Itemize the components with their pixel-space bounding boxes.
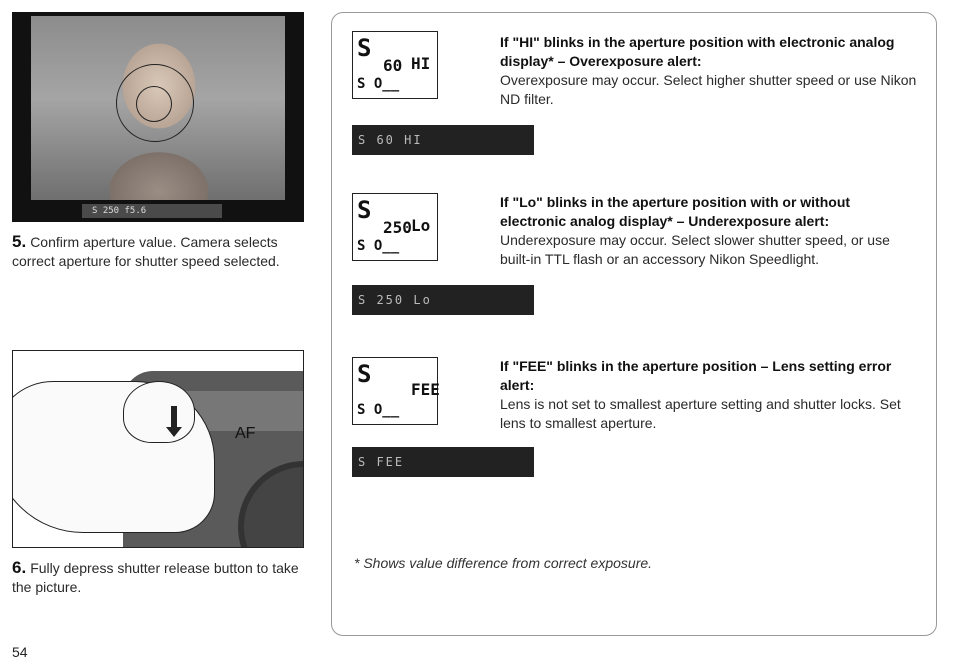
- viewfinder-readout: S 250 f5.6: [82, 204, 222, 218]
- lcd-mode: S: [357, 196, 370, 224]
- alert-fee-body: Lens is not set to smallest aperture setting and shutter locks. Set lens to smallest aperture.: [500, 396, 901, 431]
- alert-fee-heading: If "FEE" blinks in the aperture position – Lens setting error alert:: [500, 358, 892, 393]
- viewfinder-strip-lo: S 250 Lo: [352, 285, 534, 315]
- lcd-panel-fee: [352, 357, 438, 425]
- lcd-panel-lo: [352, 193, 438, 261]
- press-arrow-head-icon: [166, 427, 182, 437]
- footnote: * Shows value difference from correct exposure.: [354, 555, 653, 571]
- step-6-text: Fully depress shutter release button to take the picture.: [12, 560, 299, 595]
- lcd-bottom: S O__: [357, 238, 400, 254]
- alert-hi: [500, 33, 920, 109]
- viewfinder-photo: [12, 12, 304, 222]
- lcd-panel-hi: [352, 31, 438, 99]
- step-6-number: 6.: [12, 558, 27, 577]
- page-number: 54: [12, 644, 28, 660]
- step-5: [12, 232, 302, 271]
- af-label: AF: [235, 425, 256, 442]
- finger-illustration: [123, 381, 195, 443]
- alert-lo-body: Underexposure may occur. Select slower shutter speed, or use built-in TTL flash or an accessory Nikon Speedlight.: [500, 232, 890, 267]
- step-5-number: 5.: [12, 232, 27, 251]
- lcd-aperture: Lo: [411, 216, 431, 235]
- lcd-aperture: FEE: [411, 380, 440, 399]
- lcd-bottom: S O__: [357, 76, 400, 92]
- lcd-mode: S: [357, 34, 370, 62]
- alert-hi-heading: If "HI" blinks in the aperture position with electronic analog display* – Overexposure alert:: [500, 34, 895, 69]
- viewfinder-strip-hi: S 60 HI: [352, 125, 534, 155]
- lcd-aperture: HI: [411, 54, 431, 73]
- shutter-photo: [12, 350, 304, 548]
- alert-hi-body: Overexposure may occur. Select higher shutter speed or use Nikon ND filter.: [500, 72, 917, 107]
- alert-fee: [500, 357, 920, 433]
- lcd-shutter: 60: [383, 56, 403, 75]
- alert-lo: [500, 193, 920, 269]
- lcd-shutter: 250: [383, 218, 412, 237]
- viewfinder-strip-fee: S FEE: [352, 447, 534, 477]
- exposure-alert-panel: [331, 12, 937, 636]
- focus-circle: [136, 86, 172, 122]
- lcd-bottom: S O__: [357, 402, 400, 418]
- step-5-text: Confirm aperture value. Camera selects correct aperture for shutter speed selected.: [12, 234, 280, 269]
- lcd-mode: S: [357, 360, 370, 388]
- step-6: [12, 558, 302, 597]
- alert-lo-heading: If "Lo" blinks in the aperture position with or without electronic analog display* – Underexposure alert:: [500, 194, 851, 229]
